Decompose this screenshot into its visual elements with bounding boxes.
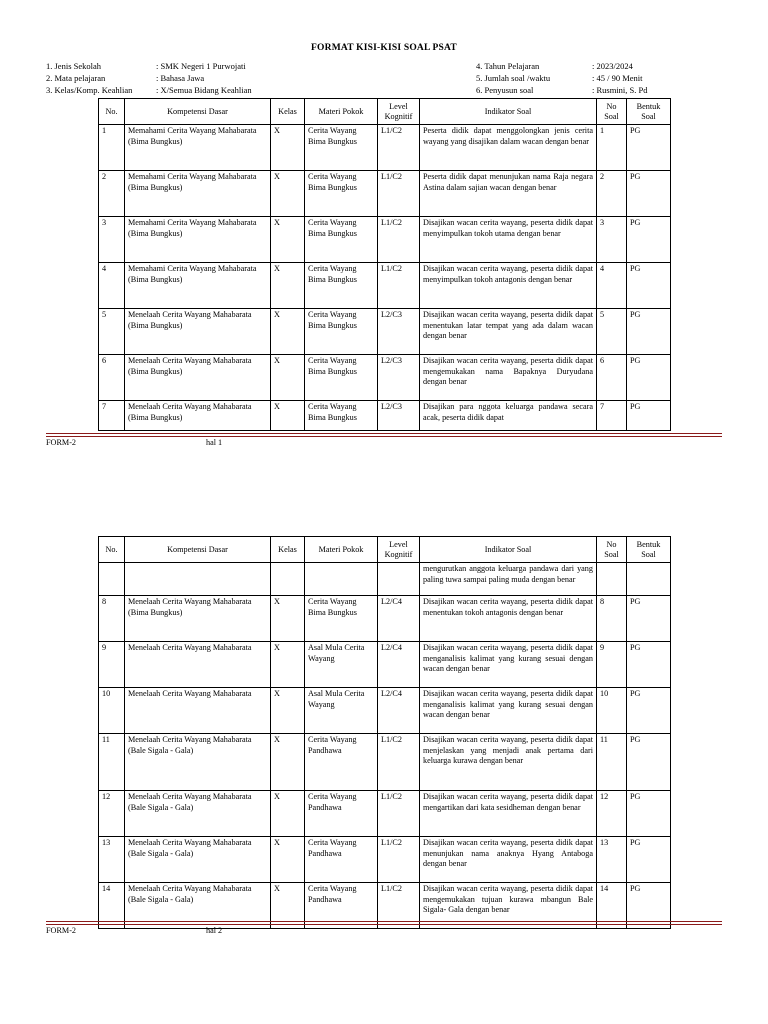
table-row bbox=[99, 309, 671, 355]
header-kelas: Kelas bbox=[271, 99, 305, 125]
table-row bbox=[99, 596, 671, 642]
table-row bbox=[99, 563, 671, 596]
cell-level-kognitif: L2/C3 bbox=[378, 401, 420, 431]
cell-materi-pokok bbox=[305, 563, 378, 596]
meta-label-class: 3. Kelas/Komp. Keahlian bbox=[46, 85, 133, 96]
header-bentuk-soal: Bentuk Soal bbox=[627, 537, 671, 563]
cell-kompetensi-dasar: Memahami Cerita Wayang Mahabarata (Bima Bungkus) bbox=[125, 217, 271, 263]
table-header-row bbox=[99, 537, 671, 563]
cell-kompetensi-dasar: Memahami Cerita Wayang Mahabarata (Bima Bungkus) bbox=[125, 125, 271, 171]
table-header-row bbox=[99, 99, 671, 125]
cell-bentuk-soal: PG bbox=[627, 171, 671, 217]
meta-left-values bbox=[156, 60, 252, 97]
cell-materi-pokok: Cerita Wayang Bima Bungkus bbox=[305, 217, 378, 263]
footer-divider bbox=[46, 924, 722, 925]
cell-no: 12 bbox=[99, 791, 125, 837]
cell-no-soal: 10 bbox=[597, 688, 627, 734]
cell-indikator-soal: Disajikan wacan cerita wayang, peserta didik dapat menyimpulkan tokoh antagonis dengan benar bbox=[420, 263, 597, 309]
cell-materi-pokok: Cerita Wayang Bima Bungkus bbox=[305, 355, 378, 401]
cell-no: 3 bbox=[99, 217, 125, 263]
cell-no: 14 bbox=[99, 883, 125, 929]
table-row bbox=[99, 217, 671, 263]
cell-bentuk-soal: PG bbox=[627, 125, 671, 171]
footer-page-2 bbox=[46, 926, 223, 935]
footer-page-number: hal 2 bbox=[206, 926, 223, 935]
table-row bbox=[99, 688, 671, 734]
cell-indikator-soal: Disajikan wacan cerita wayang, peserta didik dapat mengemukakan nama Bapaknya Duryudana dengan benar bbox=[420, 355, 597, 401]
cell-kelas: X bbox=[271, 125, 305, 171]
meta-right-values bbox=[592, 60, 648, 97]
cell-materi-pokok: Asal Mula Cerita Wayang bbox=[305, 642, 378, 688]
header-indikator-soal: Indikator Soal bbox=[420, 537, 597, 563]
cell-kelas: X bbox=[271, 401, 305, 431]
cell-indikator-soal: Disajikan wacan cerita wayang, peserta didik dapat menganalisis kalimat yang kurang sesuai dengan wacan dengan benar bbox=[420, 688, 597, 734]
header-no-soal: No Soal bbox=[597, 99, 627, 125]
cell-kelas: X bbox=[271, 791, 305, 837]
cell-bentuk-soal: PG bbox=[627, 263, 671, 309]
cell-no-soal: 13 bbox=[597, 837, 627, 883]
header-level-kognitif: Level Kognitif bbox=[378, 99, 420, 125]
cell-no-soal: 5 bbox=[597, 309, 627, 355]
cell-no-soal: 4 bbox=[597, 263, 627, 309]
cell-level-kognitif: L2/C3 bbox=[378, 355, 420, 401]
cell-indikator-soal: Disajikan wacan cerita wayang, peserta didik dapat menganalisis kalimat yang kurang sesuai dengan wacan dengan benar bbox=[420, 642, 597, 688]
cell-bentuk-soal: PG bbox=[627, 401, 671, 431]
meta-label-questions-time: 5. Jumlah soal /waktu bbox=[476, 73, 551, 84]
cell-indikator-soal: Disajikan wacan cerita wayang, peserta didik dapat menjelaskan yang menjadi anak pertama dari keluarga kurawa dengan benar bbox=[420, 734, 597, 791]
cell-kelas: X bbox=[271, 596, 305, 642]
cell-kelas: X bbox=[271, 688, 305, 734]
cell-bentuk-soal: PG bbox=[627, 642, 671, 688]
meta-value-author: : Rusmini, S. Pd bbox=[592, 85, 648, 96]
meta-label-author: 6. Penyusun soal bbox=[476, 85, 534, 96]
cell-no-soal: 6 bbox=[597, 355, 627, 401]
cell-bentuk-soal: PG bbox=[627, 734, 671, 791]
cell-kompetensi-dasar: Menelaah Cerita Wayang Mahabarata (Bima Bungkus) bbox=[125, 596, 271, 642]
cell-level-kognitif: L1/C2 bbox=[378, 125, 420, 171]
cell-no: 7 bbox=[99, 401, 125, 431]
cell-level-kognitif: L2/C4 bbox=[378, 596, 420, 642]
cell-kelas: X bbox=[271, 171, 305, 217]
meta-right-labels bbox=[476, 60, 550, 97]
header-indikator-soal: Indikator Soal bbox=[420, 99, 597, 125]
header-kelas: Kelas bbox=[271, 537, 305, 563]
meta-value-questions-time: : 45 / 90 Menit bbox=[592, 73, 643, 84]
cell-kelas: X bbox=[271, 355, 305, 401]
header-kompetensi-dasar: Kompetensi Dasar bbox=[125, 537, 271, 563]
cell-level-kognitif bbox=[378, 563, 420, 596]
page-1 bbox=[0, 0, 768, 470]
cell-no: 10 bbox=[99, 688, 125, 734]
header-no: No. bbox=[99, 99, 125, 125]
cell-no-soal: 8 bbox=[597, 596, 627, 642]
header-kompetensi-dasar: Kompetensi Dasar bbox=[125, 99, 271, 125]
cell-no-soal: 11 bbox=[597, 734, 627, 791]
cell-no: 11 bbox=[99, 734, 125, 791]
cell-kompetensi-dasar: Memahami Cerita Wayang Mahabarata (Bima Bungkus) bbox=[125, 171, 271, 217]
cell-level-kognitif: L1/C2 bbox=[378, 837, 420, 883]
table-row bbox=[99, 837, 671, 883]
cell-materi-pokok: Cerita Wayang Bima Bungkus bbox=[305, 125, 378, 171]
kisi-kisi-table-page-2 bbox=[98, 536, 671, 929]
cell-bentuk-soal bbox=[627, 563, 671, 596]
cell-no: 13 bbox=[99, 837, 125, 883]
cell-no-soal: 2 bbox=[597, 171, 627, 217]
cell-kompetensi-dasar: Menelaah Cerita Wayang Mahabarata (Bale Sigala - Gala) bbox=[125, 791, 271, 837]
table-row bbox=[99, 263, 671, 309]
cell-indikator-soal: Disajikan wacan cerita wayang, peserta didik dapat mengemukakan tujuan kurawa mbangun Bale Sigala- Gala dengan benar bbox=[420, 883, 597, 929]
cell-no-soal: 14 bbox=[597, 883, 627, 929]
cell-no bbox=[99, 563, 125, 596]
meta-value-subject: : Bahasa Jawa bbox=[156, 73, 205, 84]
cell-no-soal: 12 bbox=[597, 791, 627, 837]
document-title: FORMAT KISI-KISI SOAL PSAT bbox=[311, 43, 457, 53]
cell-kompetensi-dasar: Menelaah Cerita Wayang Mahabarata (Bima Bungkus) bbox=[125, 309, 271, 355]
cell-kompetensi-dasar bbox=[125, 563, 271, 596]
cell-indikator-soal: mengurutkan anggota keluarga pandawa dari yang paling tuwa sampai paling muda dengan benar bbox=[420, 563, 597, 596]
cell-level-kognitif: L2/C4 bbox=[378, 642, 420, 688]
footer-divider bbox=[46, 921, 722, 922]
cell-kelas: X bbox=[271, 309, 305, 355]
cell-indikator-soal: Disajikan wacan cerita wayang, peserta didik dapat menyimpulkan tokoh utama dengan benar bbox=[420, 217, 597, 263]
cell-indikator-soal: Disajikan wacan cerita wayang, peserta didik dapat mengartikan dari kata sesidheman dengan benar bbox=[420, 791, 597, 837]
header-materi-pokok: Materi Pokok bbox=[305, 537, 378, 563]
cell-materi-pokok: Cerita Wayang Bima Bungkus bbox=[305, 309, 378, 355]
meta-label-school-type: 1. Jenis Sekolah bbox=[46, 61, 102, 71]
cell-no: 8 bbox=[99, 596, 125, 642]
cell-kompetensi-dasar: Menelaah Cerita Wayang Mahabarata bbox=[125, 642, 271, 688]
cell-bentuk-soal: PG bbox=[627, 596, 671, 642]
footer-page-1 bbox=[46, 438, 223, 447]
table-row bbox=[99, 125, 671, 171]
cell-no-soal: 7 bbox=[597, 401, 627, 431]
cell-bentuk-soal: PG bbox=[627, 217, 671, 263]
cell-no: 2 bbox=[99, 171, 125, 217]
cell-materi-pokok: Cerita Wayang Pandhawa bbox=[305, 883, 378, 929]
cell-no: 1 bbox=[99, 125, 125, 171]
meta-left-labels bbox=[46, 60, 132, 97]
header-no: No. bbox=[99, 537, 125, 563]
cell-no: 9 bbox=[99, 642, 125, 688]
cell-kelas: X bbox=[271, 883, 305, 929]
cell-no-soal: 1 bbox=[597, 125, 627, 171]
cell-level-kognitif: L1/C2 bbox=[378, 791, 420, 837]
table-row bbox=[99, 734, 671, 791]
cell-materi-pokok: Asal Mula Cerita Wayang bbox=[305, 688, 378, 734]
cell-kelas: X bbox=[271, 837, 305, 883]
cell-kelas bbox=[271, 563, 305, 596]
cell-materi-pokok: Cerita Wayang Pandhawa bbox=[305, 734, 378, 791]
footer-form-label: FORM-2 bbox=[46, 926, 77, 935]
cell-bentuk-soal: PG bbox=[627, 883, 671, 929]
cell-bentuk-soal: PG bbox=[627, 309, 671, 355]
cell-no-soal: 9 bbox=[597, 642, 627, 688]
cell-level-kognitif: L1/C2 bbox=[378, 171, 420, 217]
cell-materi-pokok: Cerita Wayang Bima Bungkus bbox=[305, 171, 378, 217]
cell-materi-pokok: Cerita Wayang Bima Bungkus bbox=[305, 263, 378, 309]
cell-materi-pokok: Cerita Wayang Bima Bungkus bbox=[305, 596, 378, 642]
cell-kompetensi-dasar: Menelaah Cerita Wayang Mahabarata (Bima Bungkus) bbox=[125, 355, 271, 401]
footer-divider bbox=[46, 433, 722, 434]
header-level-kognitif: Level Kognitif bbox=[378, 537, 420, 563]
cell-indikator-soal: Disajikan wacan cerita wayang, peserta didik dapat menentukan latar tempat yang ada dalam wacan dengan benar bbox=[420, 309, 597, 355]
cell-no: 4 bbox=[99, 263, 125, 309]
cell-level-kognitif: L1/C2 bbox=[378, 734, 420, 791]
cell-bentuk-soal: PG bbox=[627, 837, 671, 883]
table-row bbox=[99, 642, 671, 688]
cell-materi-pokok: Cerita Wayang Pandhawa bbox=[305, 791, 378, 837]
cell-materi-pokok: Cerita Wayang Bima Bungkus bbox=[305, 401, 378, 431]
header-bentuk-soal: Bentuk Soal bbox=[627, 99, 671, 125]
cell-kelas: X bbox=[271, 217, 305, 263]
cell-no-soal: 3 bbox=[597, 217, 627, 263]
cell-kelas: X bbox=[271, 263, 305, 309]
footer-page-number: hal 1 bbox=[206, 438, 223, 447]
cell-materi-pokok: Cerita Wayang Pandhawa bbox=[305, 837, 378, 883]
table-row bbox=[99, 791, 671, 837]
cell-kelas: X bbox=[271, 734, 305, 791]
kisi-kisi-table-page-1 bbox=[98, 98, 671, 431]
cell-indikator-soal: Disajikan wacan cerita wayang, peserta didik dapat menunjukan nama anaknya Hyang Antaboga dengan benar bbox=[420, 837, 597, 883]
cell-indikator-soal: Disajikan wacan cerita wayang, peserta didik dapat menentukan tokoh antagonis dengan benar bbox=[420, 596, 597, 642]
table-row bbox=[99, 355, 671, 401]
cell-kompetensi-dasar: Menelaah Cerita Wayang Mahabarata (Bale Sigala - Gala) bbox=[125, 883, 271, 929]
meta-value-year: : 2023/2024 bbox=[592, 61, 633, 71]
page-2 bbox=[0, 500, 768, 970]
cell-indikator-soal: Disajikan para nggota keluarga pandawa secara acak, peserta didik dapat bbox=[420, 401, 597, 431]
meta-value-school-type: : SMK Negeri 1 Purwojati bbox=[156, 61, 246, 71]
cell-kompetensi-dasar: Memahami Cerita Wayang Mahabarata (Bima Bungkus) bbox=[125, 263, 271, 309]
cell-bentuk-soal: PG bbox=[627, 688, 671, 734]
cell-kelas: X bbox=[271, 642, 305, 688]
cell-level-kognitif: L2/C4 bbox=[378, 688, 420, 734]
footer-divider bbox=[46, 436, 722, 437]
cell-level-kognitif: L1/C2 bbox=[378, 217, 420, 263]
cell-level-kognitif: L2/C3 bbox=[378, 309, 420, 355]
cell-bentuk-soal: PG bbox=[627, 791, 671, 837]
cell-indikator-soal: Peserta didik dapat menunjukan nama Raja negara Astina dalam sajian wacan dengan benar bbox=[420, 171, 597, 217]
cell-no: 5 bbox=[99, 309, 125, 355]
cell-kompetensi-dasar: Menelaah Cerita Wayang Mahabarata bbox=[125, 688, 271, 734]
cell-level-kognitif: L1/C2 bbox=[378, 263, 420, 309]
cell-kompetensi-dasar: Menelaah Cerita Wayang Mahabarata (Bale Sigala - Gala) bbox=[125, 837, 271, 883]
header-no-soal: No Soal bbox=[597, 537, 627, 563]
meta-label-year: 4. Tahun Pelajaran bbox=[476, 61, 540, 71]
table-row bbox=[99, 401, 671, 431]
cell-kompetensi-dasar: Menelaah Cerita Wayang Mahabarata (Bale Sigala - Gala) bbox=[125, 734, 271, 791]
cell-bentuk-soal: PG bbox=[627, 355, 671, 401]
footer-form-label: FORM-2 bbox=[46, 438, 77, 447]
cell-indikator-soal: Peserta didik dapat menggolongkan jenis cerita wayang yang disajikan dalam wacan dengan benar bbox=[420, 125, 597, 171]
cell-level-kognitif: L1/C2 bbox=[378, 883, 420, 929]
cell-kompetensi-dasar: Menelaah Cerita Wayang Mahabarata (Bima Bungkus) bbox=[125, 401, 271, 431]
table-row bbox=[99, 171, 671, 217]
cell-no: 6 bbox=[99, 355, 125, 401]
meta-value-class: : X/Semua Bidang Keahlian bbox=[156, 85, 252, 96]
cell-no-soal bbox=[597, 563, 627, 596]
header-materi-pokok: Materi Pokok bbox=[305, 99, 378, 125]
meta-label-subject: 2. Mata pelajaran bbox=[46, 73, 106, 84]
